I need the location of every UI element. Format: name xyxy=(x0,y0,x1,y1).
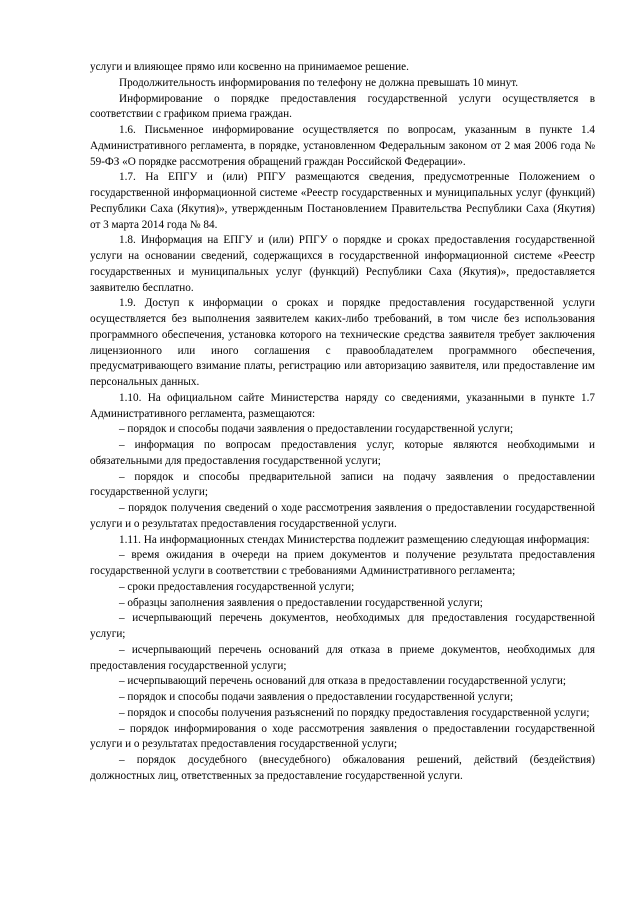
list-item: – порядок досудебного (внесудебного) обжалования решений, действий (бездействия) должностных лиц, ответственных за предоставление государственной услуги. xyxy=(90,754,595,782)
paragraph-1-6: 1.6. Письменное информирование осуществляется по вопросам, указанным в пункте 1.4 Административного регламента, в порядке, установленном Федеральным законом от 2 мая 2006 года № 59-ФЗ «О порядке рассмотрения обращений граждан Российской Федерации». xyxy=(90,124,595,168)
paragraph-1-10: 1.10. На официальном сайте Министерства наряду со сведениями, указанными в пункте 1.7 Административного регламента, размещаются: xyxy=(90,391,595,420)
list-item: – исчерпывающий перечень оснований для отказа в предоставлении государственной услуги; xyxy=(119,675,566,688)
list-item: – исчерпывающий перечень документов, необходимых для предоставления государственной услуги; xyxy=(90,612,595,640)
paragraph-1-7: 1.7. На ЕПГУ и (или) РПГУ размещаются сведения, предусмотренные Положением о государственной информационной системе «Реестр государственных и муниципальных услуг (функций) Республики Саха (Якутия)», утвержденным Постановлением Правительства Республики Саха (Якутия) от 3 марта 2014 года № 84. xyxy=(90,171,595,231)
document-page xyxy=(90,60,595,785)
list-item: – исчерпывающий перечень оснований для отказа в приеме документов, необходимых для предоставления государственной услуги; xyxy=(90,643,595,672)
list-item: – образцы заполнения заявления о предоставлении государственной услуги; xyxy=(119,596,483,609)
list-item: – порядок и способы подачи заявления о предоставлении государственной услуги; xyxy=(119,691,514,703)
list-item: – порядок и способы получения разъяснений по порядку предоставления государственной услуги; xyxy=(119,706,590,719)
list-item: – сроки предоставления государственной услуги; xyxy=(119,580,355,593)
paragraph-phone-duration: Продолжительность информирования по телефону не должна превышать 10 минут. xyxy=(119,76,519,89)
list-item: – порядок информирования о ходе рассмотрения заявления о предоставлении государственной услуги и о результатах предоставления государственной услуги; xyxy=(90,722,595,751)
paragraph-continuation: услуги и влияющее прямо или косвенно на принимаемое решение. xyxy=(90,61,409,73)
paragraph-schedule: Информирование о порядке предоставления государственной услуги осуществляется в соответствии с графиком приема граждан. xyxy=(90,92,595,121)
list-item: – порядок и способы предварительной записи на подачу заявления о предоставлении государственной услуги; xyxy=(90,470,595,499)
paragraph-1-9: 1.9. Доступ к информации о сроках и порядке предоставления государственной услуги осуществляется без выполнения заявителем каких-либо требований, в том числе без использования программного обеспечения, установка которого на технические средства заявителя требует заключения лицензионного или иного соглашения с правообладателем программного обеспечения, предусматривающего взимание платы, регистрацию или авторизацию заявителя, или предоставление им персональных данных. xyxy=(90,297,595,388)
paragraph-1-8: 1.8. Информация на ЕПГУ и (или) РПГУ о порядке и сроках предоставления государственной услуги на основании сведений, содержащихся в государственной информационной системе «Реестр государственных и муниципальных услуг (функций) Республики Саха (Якутия)», предоставляется заявителю бесплатно. xyxy=(90,234,595,294)
list-item: – информация по вопросам предоставления услуг, которые являются необходимыми и обязательными для предоставления государственной услуги; xyxy=(90,439,595,467)
paragraph-1-11: 1.11. На информационных стендах Министерства подлежит размещению следующая информация: xyxy=(119,533,590,546)
list-item: – порядок получения сведений о ходе рассмотрения заявления о предоставлении государственной услуги и о результатах предоставления государственной услуги. xyxy=(90,502,595,530)
list-item: – время ожидания в очереди на прием документов и получение результата предоставления государственной услуги в соответствии с требованиями Административного регламента; xyxy=(90,549,595,577)
list-item: – порядок и способы подачи заявления о предоставлении государственной услуги; xyxy=(119,423,514,436)
